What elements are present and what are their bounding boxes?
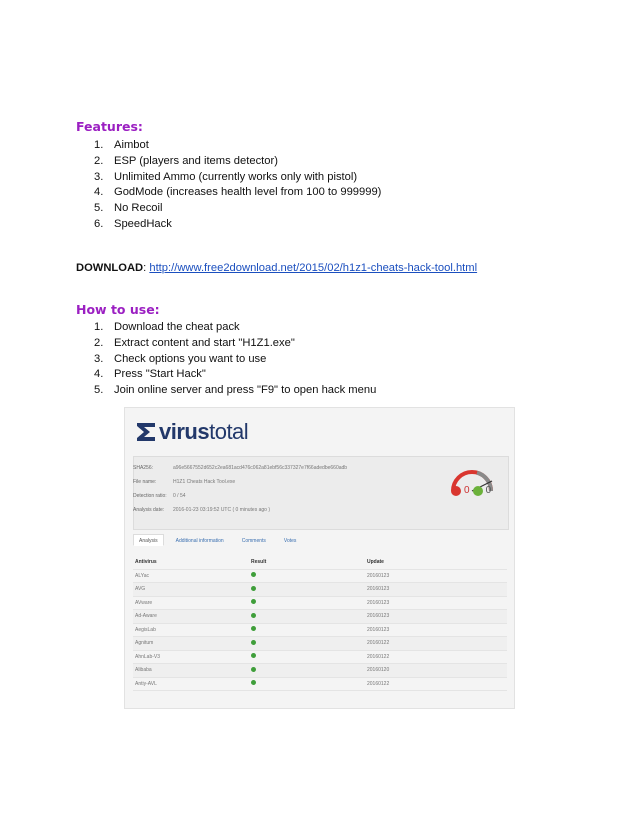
list-item-text: Check options you want to use: [114, 352, 267, 365]
list-item: [94, 320, 376, 336]
download-link[interactable]: http://www.free2download.net/2015/02/h1z1-cheats-hack-tool.html: [149, 262, 478, 274]
filename-label: File name:: [133, 479, 157, 485]
detection-ratio-row: [133, 491, 186, 501]
clean-check-icon: [251, 599, 256, 604]
list-item-number: 2.: [94, 154, 104, 167]
update-date: 20160123: [365, 569, 507, 583]
list-item-text: Extract content and start "H1Z1.exe": [114, 336, 295, 349]
list-item: [94, 336, 376, 352]
clean-check-icon: [251, 613, 256, 618]
update-date: 20160123: [365, 610, 507, 624]
sha256-value: a96e5667552d652c2ea681acd476c062a81ebf56c337327e7f66adedbe660adb: [173, 465, 348, 471]
logo-text-light: total: [209, 419, 249, 444]
filename-row: [133, 477, 235, 487]
report-tabs: [133, 534, 302, 546]
list-item: [94, 201, 381, 217]
analysis-date-label: Analysis date:: [133, 507, 165, 513]
update-date: 20160123: [365, 583, 507, 597]
sha256-label: SHA256:: [133, 465, 154, 471]
list-item: [94, 138, 381, 154]
list-item-number: 4.: [94, 186, 104, 199]
virustotal-logo: [135, 418, 248, 446]
result-cell: [249, 623, 365, 637]
harmless-vote-icon: [473, 486, 483, 496]
result-cell: [249, 583, 365, 597]
list-item: [94, 383, 376, 399]
download-label: DOWNLOAD: [76, 262, 144, 274]
virustotal-screenshot: [124, 407, 515, 709]
result-cell: [249, 650, 365, 664]
antivirus-name: AegisLab: [133, 623, 249, 637]
antivirus-name: Ad-Aware: [133, 610, 249, 624]
list-item-number: 6.: [94, 217, 104, 230]
virustotal-sigma-icon: [135, 421, 157, 443]
list-item: [94, 185, 381, 201]
logo-text-bold: virus: [159, 419, 210, 444]
table-row: [133, 569, 507, 583]
list-item: [94, 217, 381, 233]
list-item-text: Aimbot: [114, 139, 149, 151]
update-date: 20160120: [365, 664, 507, 678]
update-date: 20160123: [365, 623, 507, 637]
result-cell: [249, 637, 365, 651]
list-item: [94, 170, 381, 186]
features-heading: Features:: [76, 119, 143, 134]
detection-ratio-label: Detection ratio:: [133, 493, 167, 499]
table-row: [133, 664, 507, 678]
tab-analysis: Analysis: [133, 534, 164, 546]
table-row: [133, 637, 507, 651]
clean-check-icon: [251, 640, 256, 645]
download-line: [76, 262, 477, 274]
tab-comments: Comments: [241, 538, 266, 544]
list-item-number: 1.: [94, 139, 104, 151]
list-item-text: ESP (players and items detector): [114, 154, 278, 167]
result-cell: [249, 569, 365, 583]
update-date: 20160123: [365, 596, 507, 610]
result-cell: [249, 610, 365, 624]
analysis-date-value: 2016-01-23 03:19:52 UTC ( 0 minutes ago ): [173, 507, 270, 513]
table-row: [133, 610, 507, 624]
result-column-header: Result: [249, 556, 365, 569]
detection-ratio-value: 0 / 54: [173, 493, 186, 499]
list-item-number: 3.: [94, 352, 104, 365]
list-item-text: GodMode (increases health level from 100 to 999999): [114, 186, 382, 199]
list-item-text: Download the cheat pack: [114, 321, 240, 333]
list-item-number: 5.: [94, 202, 104, 215]
clean-check-icon: [251, 667, 256, 672]
table-header-row: [133, 556, 507, 569]
table-row: [133, 596, 507, 610]
update-column-header: Update: [365, 556, 507, 569]
list-item-text: Join online server and press "F9" to open hack menu: [114, 384, 377, 397]
list-item: [94, 154, 381, 170]
antivirus-results-table: [133, 556, 507, 691]
result-cell: [249, 596, 365, 610]
list-item-number: 1.: [94, 321, 104, 333]
sha256-row: [133, 463, 347, 473]
update-date: 20160122: [365, 677, 507, 691]
table-row: [133, 583, 507, 597]
tab-votes: Votes: [283, 538, 297, 544]
list-item-text: No Recoil: [114, 202, 163, 215]
list-item-number: 2.: [94, 336, 104, 349]
list-item-text: SpeedHack: [114, 217, 172, 230]
clean-check-icon: [251, 626, 256, 631]
features-list: [94, 138, 381, 233]
list-item-number: 4.: [94, 368, 104, 381]
clean-check-icon: [251, 680, 256, 685]
list-item-text: Press "Start Hack": [114, 368, 206, 381]
antivirus-name: AVG: [133, 583, 249, 597]
analysis-date-row: [133, 505, 270, 515]
update-date: 20160122: [365, 650, 507, 664]
list-item-text: Unlimited Ammo (currently works only with pistol): [114, 170, 358, 183]
list-item: [94, 367, 376, 383]
table-row: [133, 650, 507, 664]
table-row: [133, 677, 507, 691]
tab-additional-information: Additional information: [175, 538, 224, 544]
download-separator: :: [143, 262, 150, 274]
list-item: [94, 352, 376, 368]
list-item-number: 3.: [94, 170, 104, 183]
clean-check-icon: [251, 586, 256, 591]
harmless-vote-count: 0: [485, 485, 492, 496]
result-cell: [249, 664, 365, 678]
malicious-vote-icon: [451, 486, 461, 496]
update-date: 20160122: [365, 637, 507, 651]
filename-value: H1Z1 Cheats Hack Tool.exe: [173, 479, 236, 485]
table-row: [133, 623, 507, 637]
antivirus-name: ALYac: [133, 569, 249, 583]
antivirus-name: AVware: [133, 596, 249, 610]
how-to-use-list: [94, 320, 376, 399]
result-cell: [249, 677, 365, 691]
antivirus-name: Agnitum: [133, 637, 249, 651]
clean-check-icon: [251, 572, 256, 577]
antivirus-name: Alibaba: [133, 664, 249, 678]
antivirus-column-header: Antivirus: [133, 556, 249, 569]
antivirus-name: Antiy-AVL: [133, 677, 249, 691]
list-item-number: 5.: [94, 384, 104, 397]
clean-check-icon: [251, 653, 256, 658]
how-to-use-heading: How to use:: [76, 302, 160, 317]
community-score: [451, 485, 491, 496]
malicious-vote-count: 0: [464, 485, 470, 496]
antivirus-name: AhnLab-V3: [133, 650, 249, 664]
